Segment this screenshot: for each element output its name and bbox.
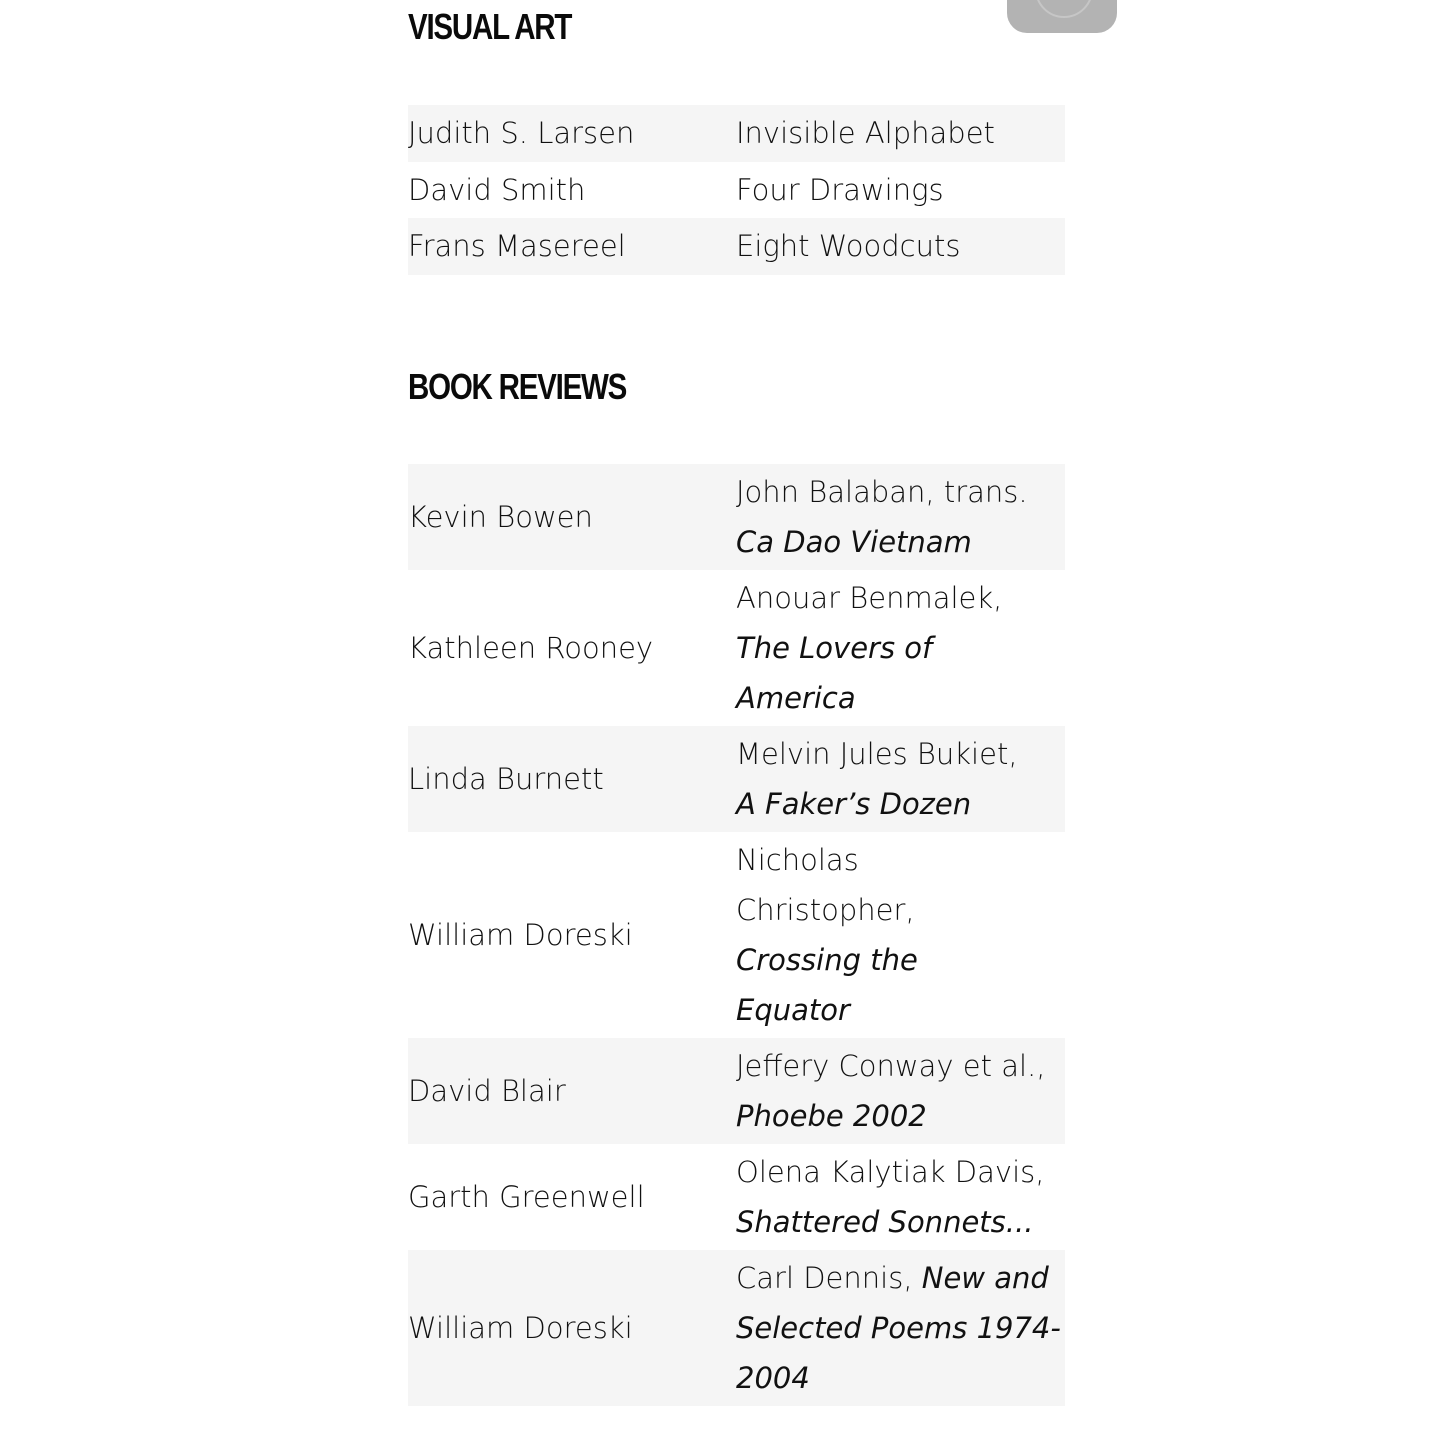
book-title: Phoebe 2002 <box>736 1099 927 1133</box>
table-row <box>408 105 1065 162</box>
reviewer-cell: David Blair <box>408 1038 736 1144</box>
table-row <box>408 1144 1065 1250</box>
book-reviews-table <box>408 464 1065 1406</box>
book-title: Shattered Sonnets... <box>736 1205 1034 1239</box>
book-author: Carl Dennis, <box>736 1261 913 1295</box>
work-cell: Invisible Alphabet <box>736 105 1065 162</box>
table-row <box>408 832 1065 1038</box>
reviewer-cell: Kevin Bowen <box>408 464 736 570</box>
book-cell <box>736 570 1065 726</box>
work-cell: Eight Woodcuts <box>736 218 1065 275</box>
reviewer-cell: Linda Burnett <box>408 726 736 832</box>
book-author: John Balaban, trans. <box>736 475 1028 509</box>
table-row <box>408 570 1065 726</box>
book-cell <box>736 1250 1065 1406</box>
table-row <box>408 464 1065 570</box>
table-row <box>408 1038 1065 1144</box>
book-author: Olena Kalytiak Davis, <box>736 1155 1045 1189</box>
reviewer-cell: Kathleen Rooney <box>408 631 654 665</box>
book-author: Anouar Benmalek, <box>736 581 1003 615</box>
book-title: A Faker’s Dozen <box>736 787 972 821</box>
book-title: Ca Dao Vietnam <box>736 525 972 559</box>
book-author: Jeffery Conway et al., <box>736 1049 1046 1083</box>
book-author: Melvin Jules Bukiet, <box>736 737 1018 771</box>
artist-cell: David Smith <box>408 172 586 207</box>
book-title: The Lovers of America <box>736 631 933 715</box>
table-row <box>408 218 1065 275</box>
book-cell <box>736 1144 1065 1250</box>
book-cell <box>736 1038 1065 1144</box>
book-title: Crossing the Equator <box>736 943 918 1027</box>
section-title-visual-art: VISUAL ART <box>408 6 572 47</box>
book-cell <box>736 726 1065 832</box>
artist-cell: Frans Masereel <box>408 218 736 275</box>
book-cell <box>736 464 1065 570</box>
table-row <box>408 162 1065 219</box>
book-cell <box>736 832 1065 1038</box>
book-title: New and Selected Poems 1974-2004 <box>736 1261 1061 1395</box>
artist-cell: Judith S. Larsen <box>408 105 736 162</box>
table-row <box>408 726 1065 832</box>
table-row <box>408 1250 1065 1406</box>
visual-art-table <box>408 105 1065 275</box>
book-author: Nicholas Christopher, <box>736 843 915 927</box>
section-title-book-reviews: BOOK REVIEWS <box>408 366 627 407</box>
work-cell: Four Drawings <box>736 172 944 207</box>
reviewer-cell: William Doreski <box>408 1250 736 1406</box>
reviewer-cell: William Doreski <box>408 918 633 952</box>
assistive-touch-button[interactable] <box>1007 0 1117 33</box>
reviewer-cell: Garth Greenwell <box>408 1180 645 1214</box>
